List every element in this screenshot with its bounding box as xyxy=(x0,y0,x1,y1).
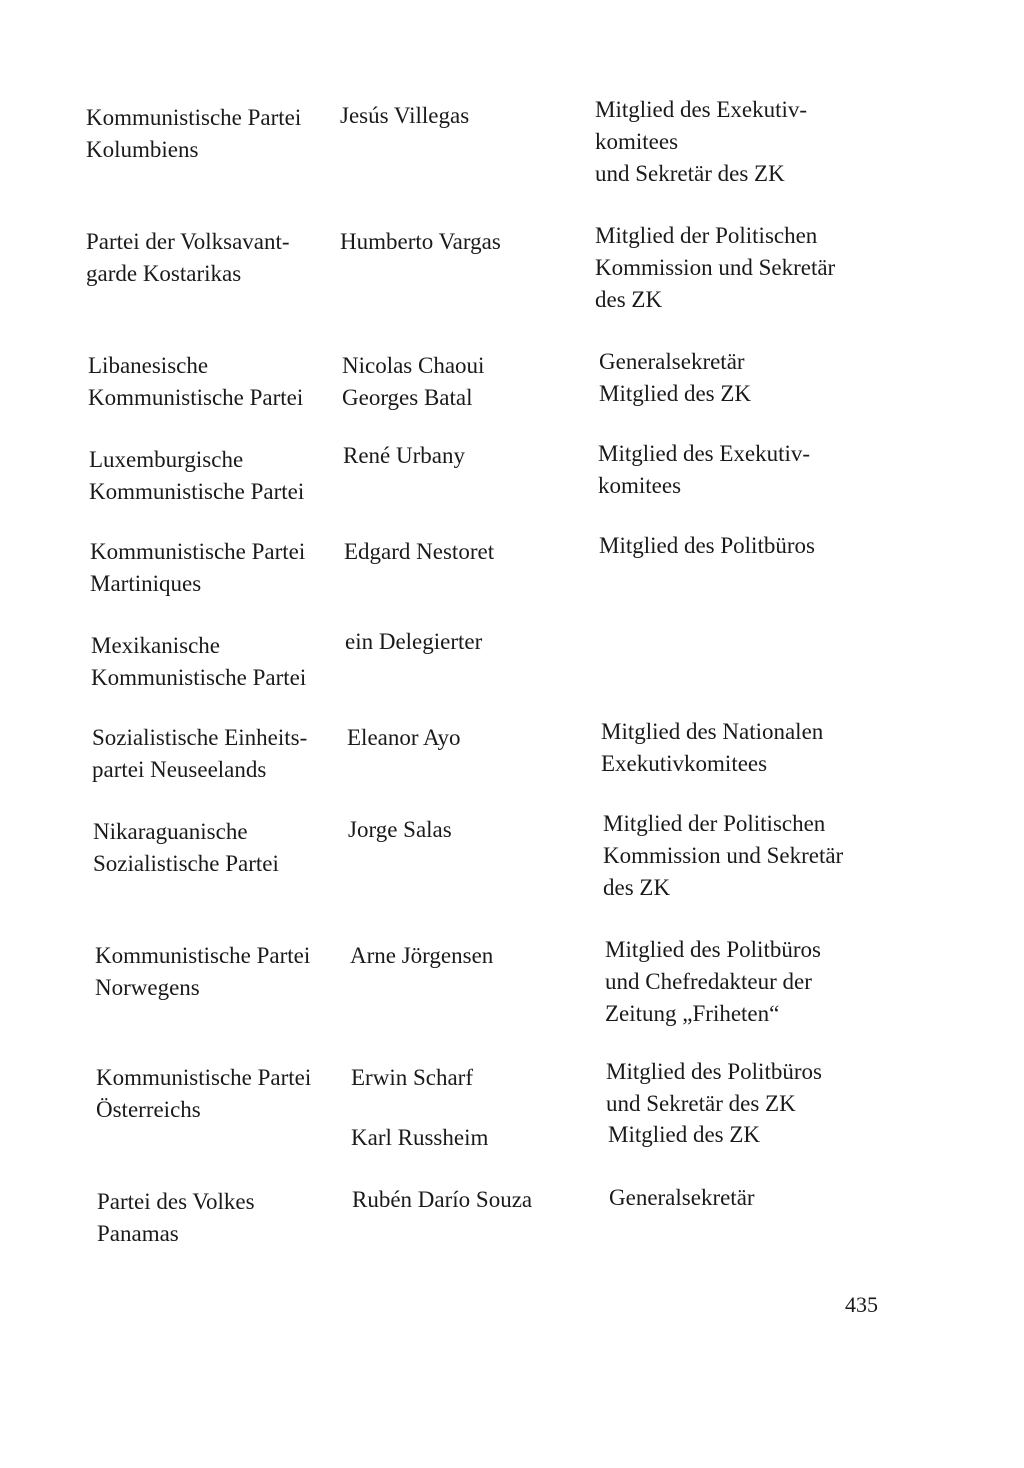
delegate-name xyxy=(343,440,583,472)
page-number: 435 xyxy=(845,1292,878,1317)
party-line: Kommunistische Partei xyxy=(95,943,311,968)
role-line: komitees xyxy=(598,473,682,498)
delegate-name xyxy=(340,100,580,132)
party-name xyxy=(86,226,336,290)
party-name xyxy=(96,1062,346,1126)
delegate-role xyxy=(605,934,905,1030)
delegate-role xyxy=(599,346,899,410)
delegate-line: Eleanor Ayo xyxy=(347,725,461,750)
role-line: und Chefredakteur der xyxy=(605,969,812,994)
party-line: Kommunistische Partei xyxy=(91,665,307,690)
party-line: Norwegens xyxy=(95,975,200,1000)
party-name xyxy=(92,722,342,786)
role-line: Mitglied des Politbüros xyxy=(599,533,815,558)
party-name xyxy=(89,444,339,508)
delegate-role xyxy=(595,94,895,190)
party-name xyxy=(95,940,345,1004)
role-line: Exekutivkomitees xyxy=(601,751,768,776)
party-name xyxy=(97,1186,347,1250)
delegate-line: Nicolas Chaoui xyxy=(342,353,485,378)
role-line: komitees xyxy=(595,129,679,154)
delegate-name xyxy=(344,536,584,568)
role-line: Mitglied des Exekutiv- xyxy=(595,97,808,122)
party-line: Österreichs xyxy=(96,1097,201,1122)
party-line: Panamas xyxy=(97,1221,179,1246)
role-line: Kommission und Sekretär xyxy=(595,255,836,280)
role-line: Mitglied des ZK xyxy=(608,1122,761,1147)
party-line: Kommunistische Partei xyxy=(96,1065,312,1090)
party-name xyxy=(90,536,340,600)
delegate-line: Karl Russheim xyxy=(351,1125,489,1150)
delegate-name xyxy=(351,1062,591,1094)
role-line: Generalsekretär xyxy=(609,1185,755,1210)
party-line: partei Neuseelands xyxy=(92,757,267,782)
role-line: und Sekretär des ZK xyxy=(606,1091,796,1116)
role-line: Mitglied des ZK xyxy=(599,381,752,406)
delegate-name xyxy=(348,814,588,846)
party-line: Kommunistische Partei xyxy=(86,105,302,130)
delegate-line: Georges Batal xyxy=(342,385,473,410)
role-line: Generalsekretär xyxy=(599,349,745,374)
party-line: Libanesische xyxy=(88,353,209,378)
delegate-role xyxy=(601,716,901,780)
role-line: Mitglied des Exekutiv- xyxy=(598,441,811,466)
delegate-line: Jesús Villegas xyxy=(340,103,470,128)
party-line: Mexikanische xyxy=(91,633,221,658)
delegate-role xyxy=(606,1056,906,1120)
delegate-line: Jorge Salas xyxy=(348,817,452,842)
role-line: Mitglied des Nationalen xyxy=(601,719,824,744)
party-line: Partei des Volkes xyxy=(97,1189,255,1214)
party-name xyxy=(88,350,338,414)
delegate-role xyxy=(603,808,903,904)
party-line: Sozialistische Partei xyxy=(93,851,279,876)
delegate-line: René Urbany xyxy=(343,443,465,468)
party-line: Nikaraguanische xyxy=(93,819,248,844)
delegate-role xyxy=(595,220,895,316)
delegate-line: Rubén Darío Souza xyxy=(352,1187,533,1212)
delegate-role xyxy=(599,530,899,562)
delegate-name xyxy=(351,1122,591,1154)
party-line: garde Kostarikas xyxy=(86,261,242,286)
delegate-line: Edgard Nestoret xyxy=(344,539,495,564)
role-line: des ZK xyxy=(595,287,663,312)
party-name xyxy=(93,816,343,880)
party-line: Martiniques xyxy=(90,571,202,596)
delegate-line: ein Delegierter xyxy=(345,629,483,654)
role-line: Zeitung „Friheten“ xyxy=(605,1001,780,1026)
role-line: Mitglied der Politischen xyxy=(603,811,826,836)
role-line: des ZK xyxy=(603,875,671,900)
role-line: Kommission und Sekretär xyxy=(603,843,844,868)
party-line: Kommunistische Partei xyxy=(88,385,304,410)
party-line: Partei der Volksavant- xyxy=(86,229,290,254)
party-line: Sozialistische Einheits- xyxy=(92,725,308,750)
delegate-name xyxy=(342,350,582,414)
role-line: und Sekretär des ZK xyxy=(595,161,785,186)
delegate-line: Arne Jörgensen xyxy=(350,943,494,968)
delegate-name xyxy=(352,1184,592,1216)
delegate-role xyxy=(609,1182,909,1214)
delegate-name xyxy=(350,940,590,972)
role-line: Mitglied des Politbüros xyxy=(605,937,821,962)
party-name xyxy=(91,630,341,694)
role-line: Mitglied der Politischen xyxy=(595,223,818,248)
party-line: Luxemburgische xyxy=(89,447,244,472)
delegate-role xyxy=(598,438,898,502)
role-line: Mitglied des Politbüros xyxy=(606,1059,822,1084)
delegate-name xyxy=(347,722,587,754)
party-line: Kommunistische Partei xyxy=(90,539,306,564)
party-line: Kolumbiens xyxy=(86,137,199,162)
delegate-role xyxy=(608,1119,908,1151)
delegate-line: Humberto Vargas xyxy=(340,229,501,254)
delegate-name xyxy=(345,626,585,658)
party-name xyxy=(86,102,336,166)
delegate-name xyxy=(340,226,580,258)
delegate-line: Erwin Scharf xyxy=(351,1065,473,1090)
party-line: Kommunistische Partei xyxy=(89,479,305,504)
